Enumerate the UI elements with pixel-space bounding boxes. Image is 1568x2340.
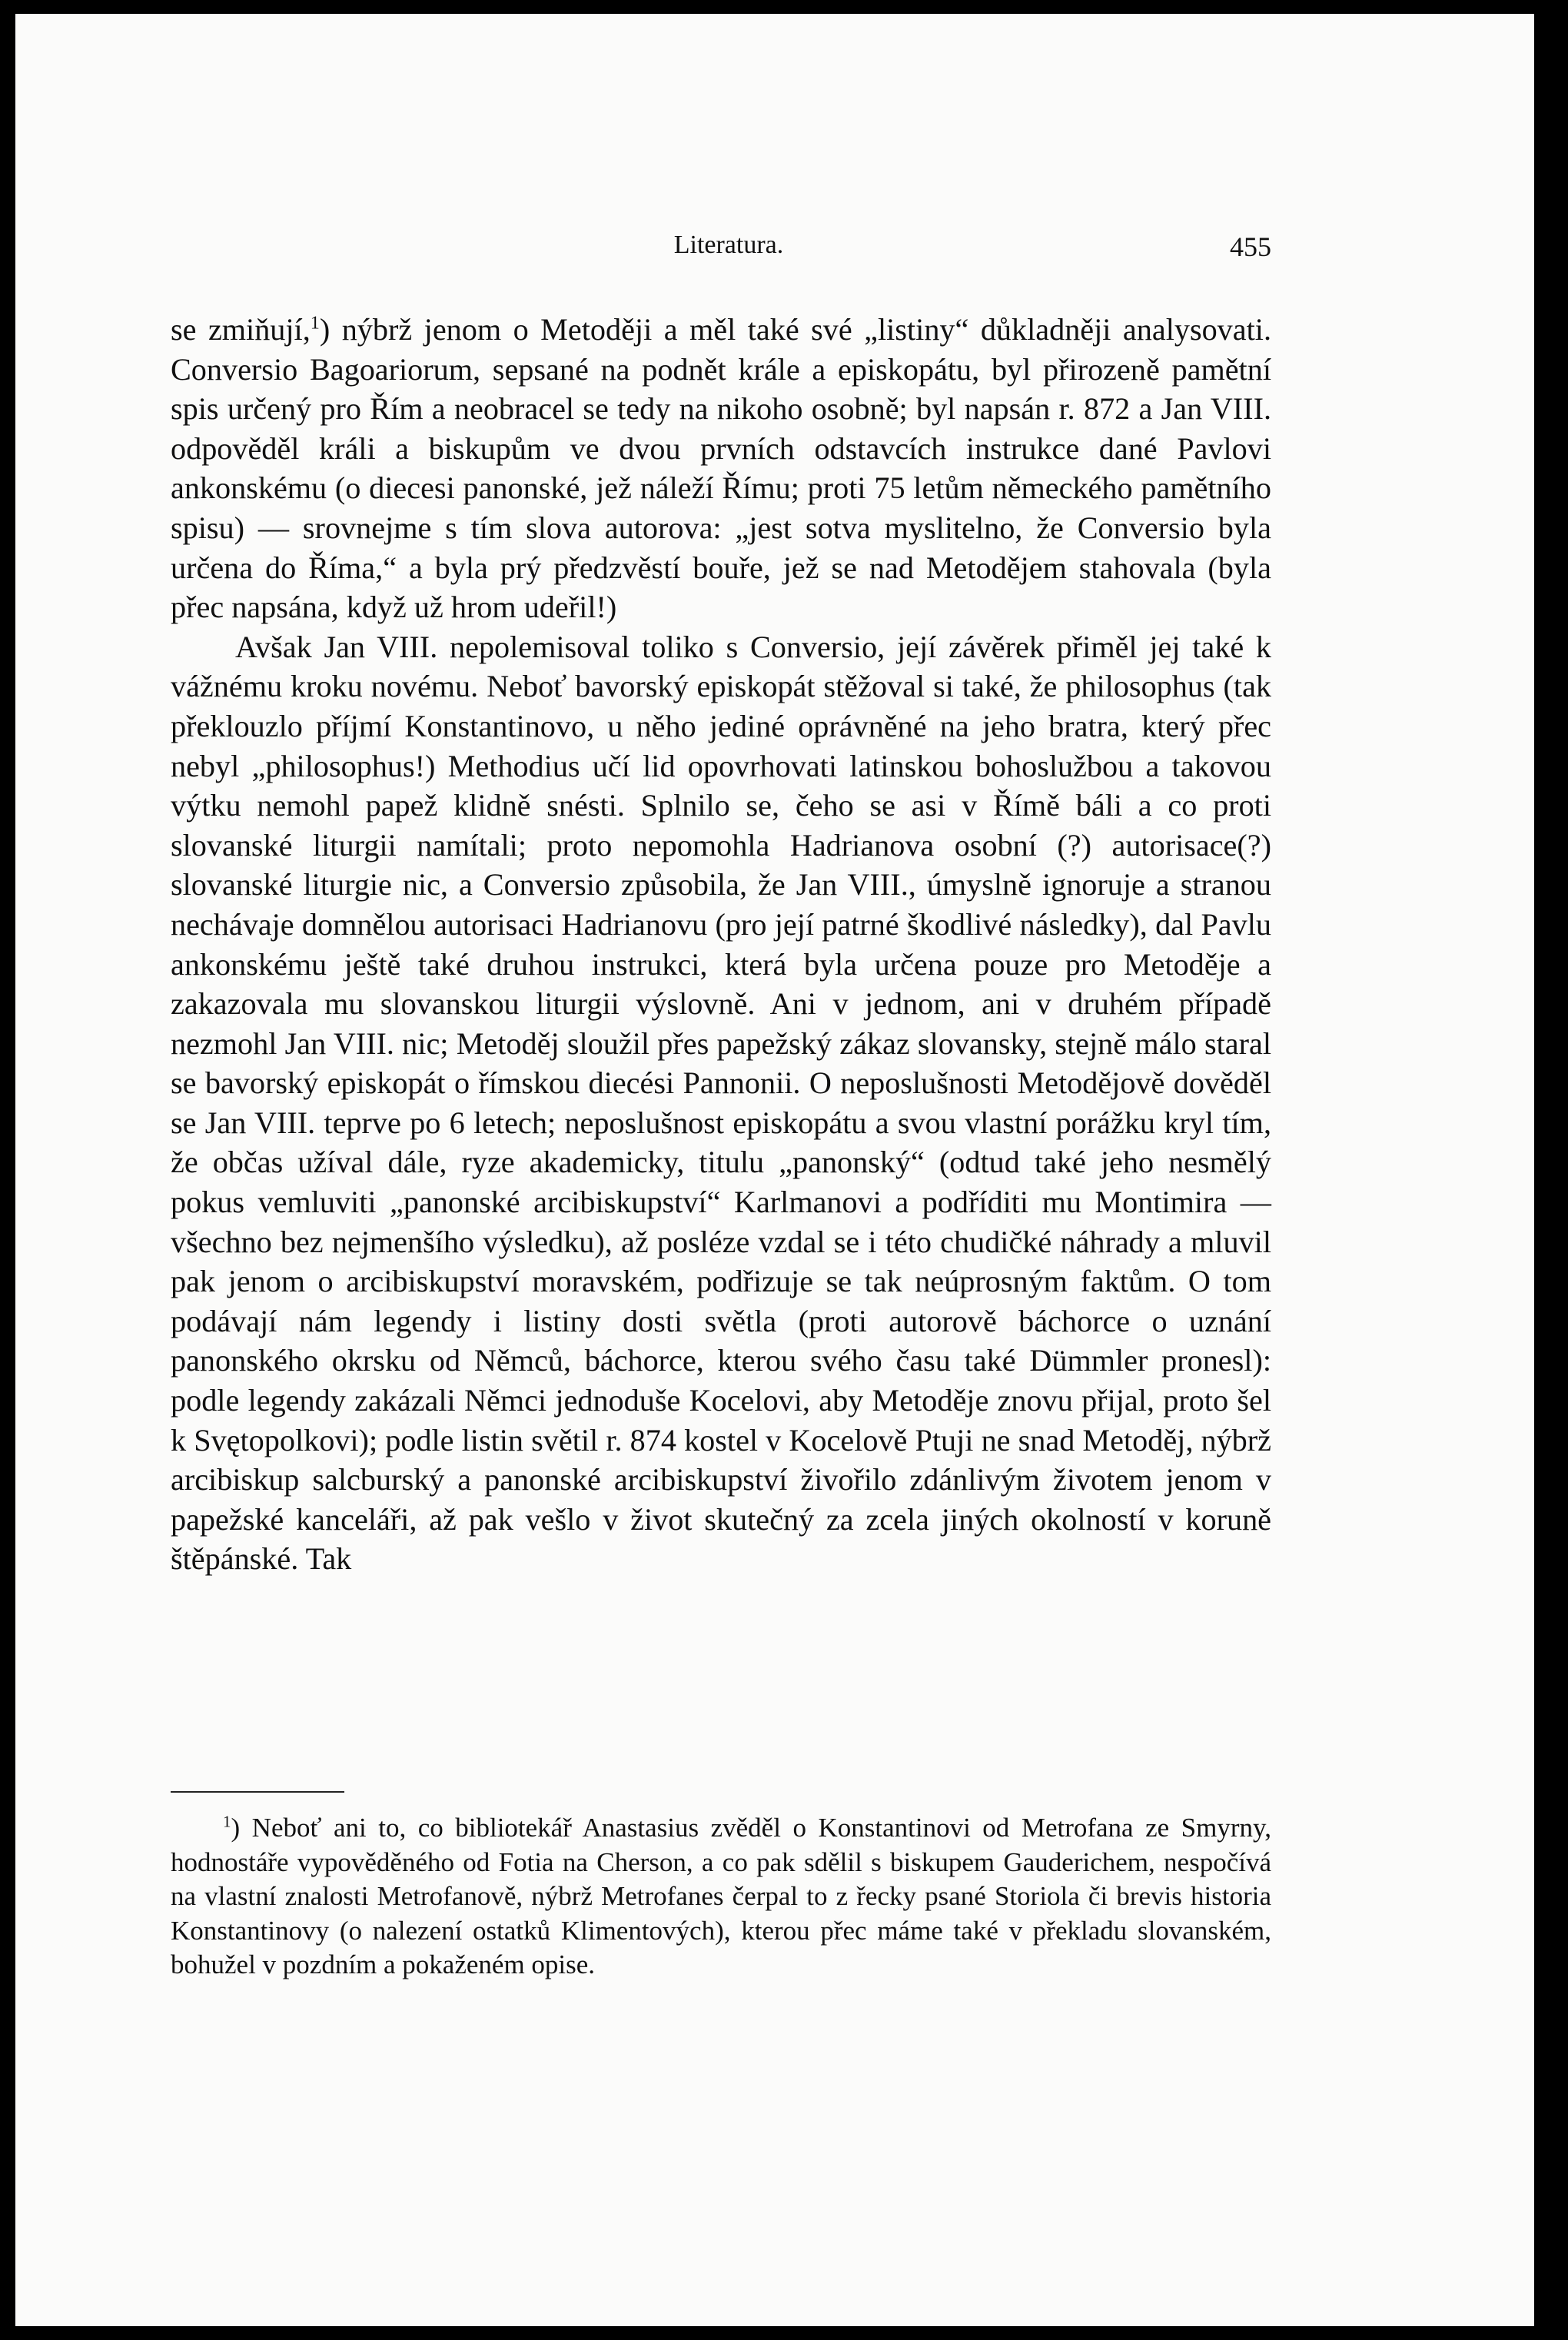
paragraph-1-start: se zmiňují, [171,312,311,347]
running-title: Literatura. [673,231,784,259]
footnote-reference: 1 [310,313,320,334]
page-number: 455 [1230,231,1271,262]
main-text [171,310,1271,1579]
paragraph-2: Avšak Jan VIII. nepolemisoval toliko s Conversio, její závěrek přiměl jej také k vážnému kroku novému. Neboť bavorský episkopát stěžoval si také, že philosophus (tak překlouzlo příjmí Konstantinovo, u něho jediné oprávněné na jeho bratra, který přec nebyl „philosophus!) Methodius učí lid opovrhovati latinskou bohoslužbou a takovou výtku nemohl papež klidně snésti. Splnilo se, čeho se asi v Římě báli a co proti slovanské liturgii namítali; proto nepomohla Hadrianova osobní (?) autorisace(?) slovanské liturgie nic, a Conversio způsobila, že Jan VIII., úmyslně ignoruje a stranou nechávaje domnělou autorisaci Hadrianovu (pro její patrné škodlivé následky), dal Pavlu ankonskému ještě také druhou instrukci, která byla určena pouze pro Metoděje a zakazovala mu slovanskou liturgii výslovně. Ani v jednom, ani v druhém případě nezmohl Jan VIII. nic; Metoděj sloužil přes papežský zákaz slovansky, stejně málo staral se bavorský episkopát o římskou diecési Pannonii. O neposlušnosti Metodějově dověděl se Jan VIII. teprve po 6 letech; neposlušnost episkopátu a svou vlastní porážku kryl tím, že občas užíval dále, ryze akademicky, titulu „panonský“ (odtud také jeho nesmělý pokus vemluviti „panonské arcibiskupství“ Karlmanovi a podříditi mu Montimira — všechno bez nejmenšího výsledku), až posléze vzdal se i této chudičké náhrady a mluvil pak jenom o arcibiskupství moravském, podřizuje se tak neúprosným faktům. O tom podávají nám legendy i listiny dosti světla (proti autorově báchorce o uznání panonského okrsku od Němců, báchorce, kterou svého času také Dümmler pronesl): podle legendy zakázali Němci jednoduše Kocelovi, aby Metoděje znovu přijal, proto šel k Svętopolkovi); podle listin světil r. 874 kostel v Kocelově Ptuji ne snad Metoděj, nýbrž arcibiskup salcburský a panonské arcibiskupství živořilo zdánlivým životem jenom v papežské kanceláři, až pak vešlo v život skutečný za zcela jiných okolností v koruně štěpánské. Tak [171,629,1271,1577]
footnote-text: ) Neboť ani to, co bibliotekář Anastasius zvěděl o Konstantinovi od Metrofana ze Smyrny, hodnostáře vypověděného od Fotia na Cherson, a co pak sdělil s biskupem Gauderichem, nespočívá na vlastní znalosti Metrofanově, nýbrž Metrofanes čerpal to z řecky psané Storiola či brevis historia Konstantinovy (o nalezení ostatků Klimentových), kterou přec máme také v překladu slovanském, bohužel v pozdním a pokaženém opise. [171,1813,1271,1980]
footnote-divider [171,1791,344,1793]
paragraph-1-rest: ) nýbrž jenom o Metoději a měl také své „listiny“ důkladněji analysovati. Conversio Bagoariorum, sepsané na podnět krále a episkopátu, byl přirozeně pamětní spis určený pro Řím a neobracel se tedy na nikoho osobně; byl napsán r. 872 a Jan VIII. odpověděl králi a biskupům ve dvou prvních odstavcích instrukce dané Pavlovi ankonskému (o diecesi panonské, jež náleží Římu; proti 75 letům německého pamětního spisu) — srovnejme s tím slova autorova: „jest sotva myslitelno, že Conversio byla určena do Říma,“ a byla prý předzvěstí bouře, jež se nad Metodějem stahovala (byla přec napsána, když už hrom udeřil!) [171,312,1271,625]
page-header [186,231,1271,269]
book-page [15,14,1534,2326]
footnote-marker: 1 [223,1812,231,1831]
paragraph-1 [171,310,1271,627]
footnote [171,1811,1271,1983]
